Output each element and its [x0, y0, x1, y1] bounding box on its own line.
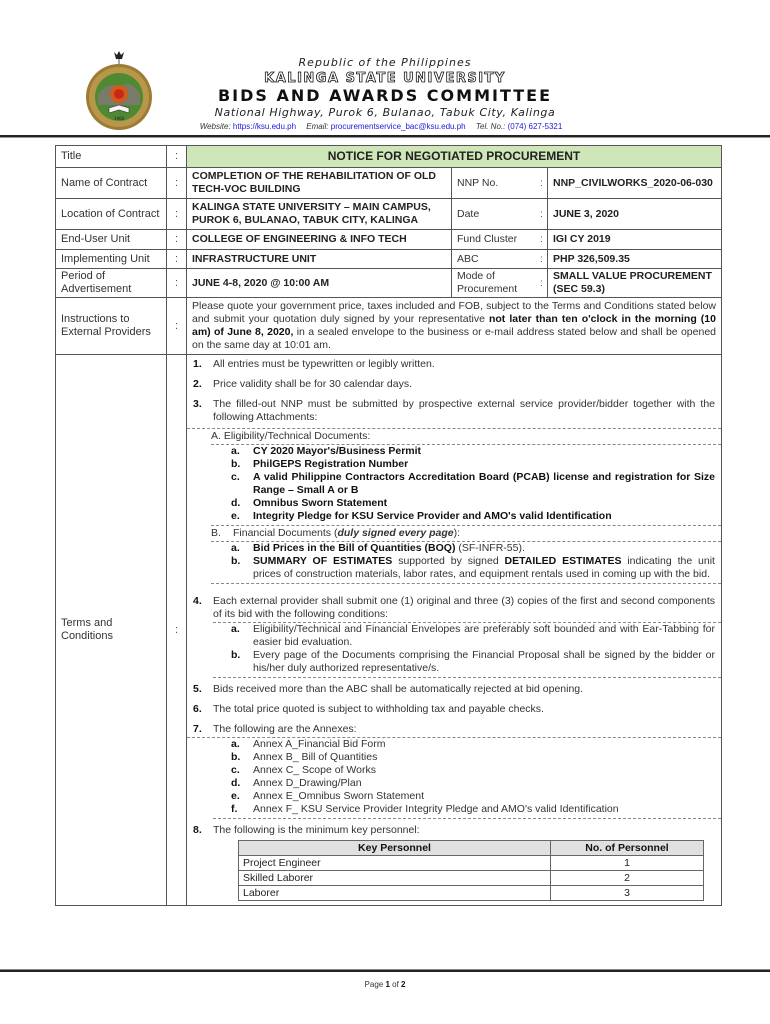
- date-label: Date: [457, 207, 480, 220]
- committee-name: BIDS AND AWARDS COMMITTEE: [217, 86, 552, 105]
- annexes-list: a. Annex A_Financial Bid Form b. Annex B_ Bill of Quantities c. Annex C_ Scope of Works d. Annex D_Drawing/Plan e. Annex E_Omnibus Sworn Statement f. Annex F_ KSU Service Provider Integrity Pledge and AMO's valid Identification: [231, 738, 619, 815]
- contact-line: [190, 122, 580, 131]
- implementing-unit-value: INFRASTRUCTURE UNIT: [187, 250, 452, 268]
- svg-text:1968: 1968: [113, 116, 125, 121]
- fund-cluster-label: Fund Cluster: [457, 233, 518, 245]
- header-divider: [0, 135, 770, 138]
- period-of-advertisement-value: JUNE 4-8, 2020 @ 10:00 AM: [187, 269, 452, 297]
- end-user-unit-label: End-User Unit: [56, 230, 167, 250]
- nnp-no-value: NNP_CIVILWORKS_2020-06-030: [553, 176, 713, 189]
- end-user-unit-value: COLLEGE OF ENGINEERING & INFO TECH: [187, 230, 452, 249]
- page-number: Page 1 of 2: [364, 980, 406, 989]
- terms-and-conditions: [187, 355, 722, 906]
- instructions-text: Please quote your government price, taxes included and FOB, subject to the Terms and Conditions stated below and submit your quotation duly signed by your representative not later than ten o'clock in the morning (10 am) of June 8, 2020, in a sealed envelope to the business or e-mail address stated below and shall be opened on the same day at 10:01 am.: [187, 298, 722, 355]
- financial-documents-list: a. Bid Prices in the Bill of Quantities (BOQ) (SF-INFR-55). b. SUMMARY OF ESTIMATES supported by signed DETAILED ESTIMATES indicating the unit prices of construction materials, labor rates, and equipment rentals used in coming up with the bid.: [231, 542, 715, 580]
- date-value: JUNE 3, 2020: [553, 207, 619, 220]
- implementing-unit-label: Implementing Unit: [56, 250, 167, 269]
- notice-table: Title : NOTICE FOR NEGOTIATED PROCUREMENT Name of Contract : COMPLETION OF THE REHABILITATION OF OLD TECH-VOC BUILDING NNP No. : NNP_CIVILWORKS_2020-06-030 Location of Contract : KALINGA STATE UNIVERSITY – MAIN CAMPUS, PUROK 6, BULANAO, TABUK CITY, KALINGA Date : JUNE 3, 2020 End-User Unit : COLLEGE OF ENGINEERING & INFO TECH Fund Cluster : IGI CY 2019 Implementing Unit : INFRASTRUCTURE UNIT ABC : PHP 326,509.35 Period of Advertisement : JUNE 4-8, 2020 @ 10:00 AM Mode of Procurement : SMALL VALUE PROCUREMENT (SEC 59.3) Instructions to External Providers : Please quote your government price, taxes included and FOB, subject to the Terms and Conditions stated below and submit your quotation duly signed by your representative not later than ten o'clock in the morning (10 am) of June 8, 2020, in a sealed envelope to the business or e-mail address stated below and shall be opened on the same day at 10:01 am. Terms and Conditions : 1. All entries must be typewritten or legibly written. 2. Price validity shall be for 30 calendar days. 3. The filled-out NNP must be submitted by prospective external service provider/bidder together with the following Attachments: A. Eligibility/Technical Documents: a. CY 2020 Mayor's/Business Permit b. PhilGEPS Registration Number c. A valid Philippine Contractors Accreditation Board (PCAB) license and registration for Size Range – Small A or B d. Omnibus Sworn Statement e. Integrity Pledge for KSU Service Provider and AMO's valid Identification B. Financial Documents (duly signed every page): a. Bid Prices in the Bill of Quantities (BOQ) (SF-INFR-55). b. SUMMARY OF ESTIMATES supported by signed DETAILED ESTIMATES indicating the unit prices of construction materials, labor rates, and equipment rentals used in coming up with the bid. 4. Each external provider shall submit one (1) original and three (3) copies of the first and second components of its bid with the following conditions: a. Eligibility/Technical and Financial Envelopes are preferably soft bounded and with Ear-Tabbing for easier bid evaluation. b. Every page of the Documents comprising the Financial Proposal shall be signed by the bidder or his/her duly authorized representative/s. 5. Bids received more than the ABC shall be automatically rejected at bid opening. 6. The total price quoted is subject to withholding tax and payable checks. 7. The following are the Annexes: a. Annex A_Financial Bid Form b. Annex B_ Bill of Quantities c. Annex C_ Scope of Works d. Annex D_Drawing/Plan e. Annex E_Omnibus Sworn Statement f. Annex F_ KSU Service Provider Integrity Pledge and AMO's valid Identification 8. The following is the minimum key personnel: Key Personnel No. of Personnel Project Engineer 1 Skilled Laborer 2 Laborer 3: [55, 145, 722, 906]
- name-of-contract-value: COMPLETION OF THE REHABILITATION OF OLD TECH-VOC BUILDING: [187, 168, 452, 198]
- financial-documents-heading: B. Financial Documents (duly signed every page):: [211, 527, 461, 539]
- table-row: Project Engineer 1: [239, 856, 704, 871]
- location-of-contract-label: Location of Contract: [56, 199, 167, 230]
- mode-of-procurement-label: Mode of Procurement: [457, 270, 518, 295]
- university-name: KALINGA STATE UNIVERSITY: [264, 71, 506, 86]
- website-link[interactable]: https://ksu.edu.ph: [232, 122, 297, 131]
- letterhead: [0, 40, 770, 132]
- instructions-label: Instructions to External Providers: [56, 298, 167, 355]
- term-item-1: 1. All entries must be typewritten or legibly written.: [193, 358, 435, 370]
- fund-cluster-value: IGI CY 2019: [553, 233, 611, 245]
- email-label: Email:: [306, 122, 329, 131]
- abc-label: ABC: [457, 252, 479, 265]
- key-personnel-table: [238, 840, 704, 901]
- term-item-3: 3. The filled-out NNP must be submitted by prospective external service provider/bidder together with the following Attachments:: [193, 398, 715, 423]
- abc-value: PHP 326,509.35: [553, 252, 630, 265]
- name-of-contract-label: Name of Contract: [56, 168, 167, 199]
- term-item-6: 6. The total price quoted is subject to withholding tax and payable checks.: [193, 703, 544, 715]
- tel-label: Tel. No.:: [475, 122, 506, 131]
- location-of-contract-value: KALINGA STATE UNIVERSITY – MAIN CAMPUS, PUROK 6, BULANAO, TABUK CITY, KALINGA: [187, 199, 452, 229]
- footer-divider: [0, 969, 770, 972]
- university-seal-logo: [78, 50, 160, 132]
- table-row: Laborer 3: [239, 886, 704, 901]
- term-item-5: 5. Bids received more than the ABC shall be automatically rejected at bid opening.: [193, 683, 584, 695]
- title-label: Title: [56, 146, 167, 168]
- mode-of-procurement-value: SMALL VALUE PROCUREMENT (SEC 59.3): [553, 270, 712, 295]
- table-row: Skilled Laborer 2: [239, 871, 704, 886]
- key-personnel-header: Key Personnel: [239, 841, 551, 856]
- address: National Highway, Purok 6, Bulanao, Tabuk City, Kalinga: [214, 106, 556, 119]
- period-of-advertisement-label: Period of Advertisement: [56, 269, 167, 298]
- republic-heading: Republic of the Philippines: [298, 56, 472, 69]
- term-item-2: 2. Price validity shall be for 30 calendar days.: [193, 378, 413, 390]
- terms-label: Terms and Conditions: [56, 355, 167, 906]
- term-item-7: 7. The following are the Annexes:: [193, 723, 357, 735]
- email-link[interactable]: procurementservice_bac@ksu.edu.ph: [330, 122, 466, 131]
- eligibility-documents-heading: A. Eligibility/Technical Documents:: [211, 430, 371, 442]
- term-item-8: 8. The following is the minimum key personnel:: [193, 824, 420, 836]
- bid-conditions-list: a. Eligibility/Technical and Financial Envelopes are preferably soft bounded and with Ear-Tabbing for easier bid evaluation. b. Every page of the Documents comprising the Financial Proposal shall be signed by the bidder or his/her duly authorized representative/s.: [231, 623, 715, 674]
- notice-title: NOTICE FOR NEGOTIATED PROCUREMENT: [187, 146, 722, 168]
- nnp-no-label: NNP No.: [457, 176, 499, 189]
- website-label: Website:: [199, 122, 231, 131]
- eligibility-documents-list: a. CY 2020 Mayor's/Business Permit b. PhilGEPS Registration Number c. A valid Philippine Contractors Accreditation Board (PCAB) license and registration for Size Range – Small A or B d. Omnibus Sworn Statement e. Integrity Pledge for KSU Service Provider and AMO's valid Identification: [231, 445, 715, 522]
- personnel-count-header: No. of Personnel: [551, 841, 704, 856]
- tel-number: (074) 627-5321: [507, 122, 563, 131]
- term-item-4: 4. Each external provider shall submit one (1) original and three (3) copies of the first and second components of its bid with the following conditions:: [193, 595, 715, 620]
